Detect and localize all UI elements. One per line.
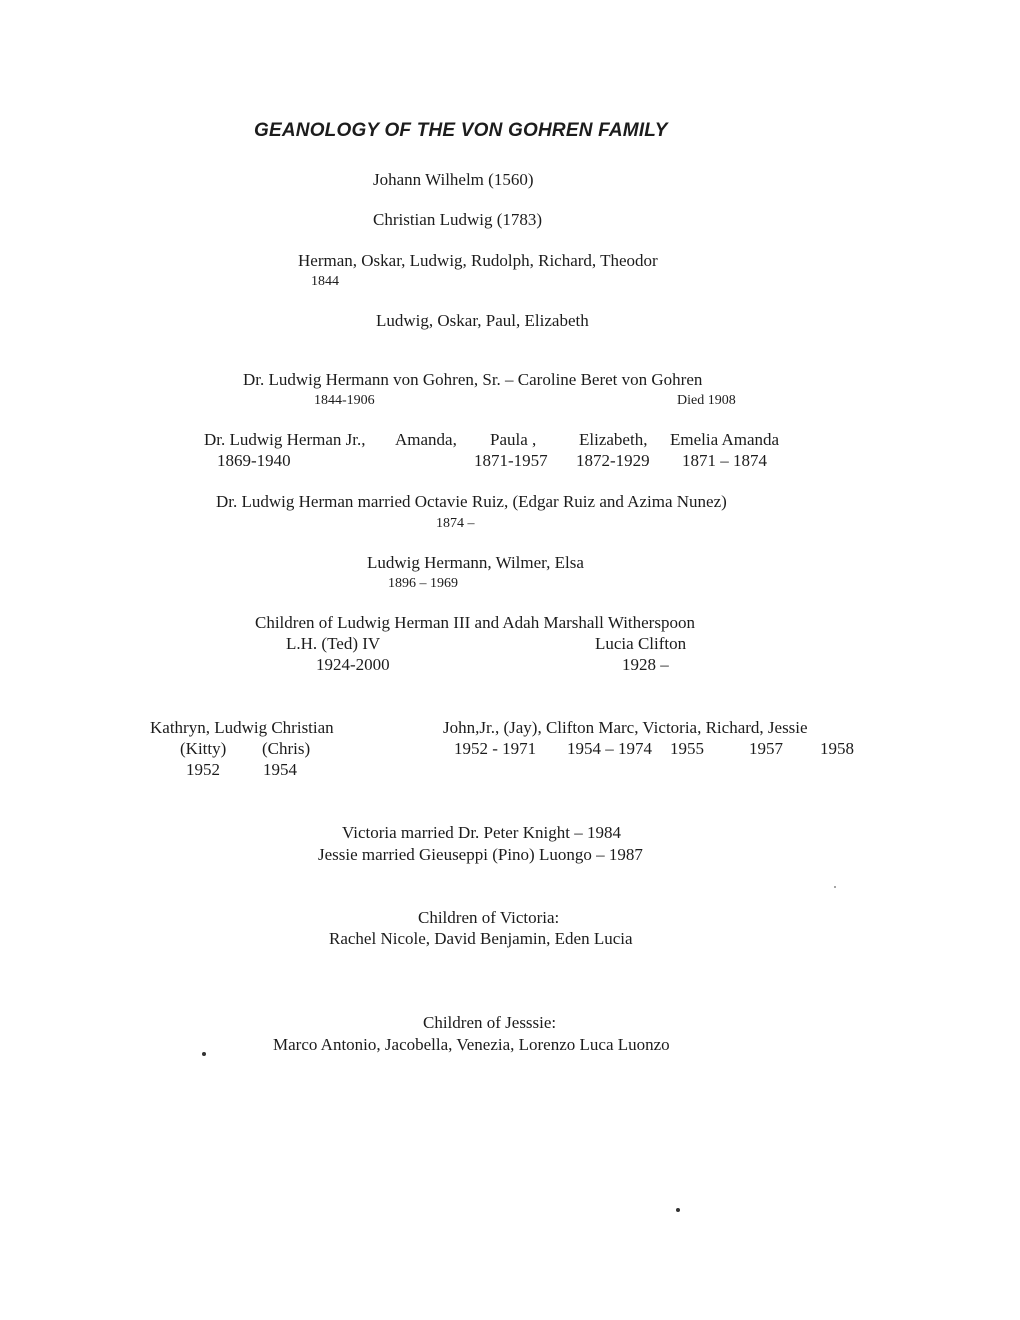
child-name: Dr. Ludwig Herman Jr., — [204, 430, 366, 449]
marriage-1-line: Dr. Ludwig Herman married Octavie Ruiz, (Edgar Ruiz and Azima Nunez) — [216, 492, 727, 511]
couple-1-his-dates: 1844-1906 — [314, 393, 375, 408]
jessie-children-heading: Children of Jesssie: — [423, 1013, 557, 1032]
children-3-heading: Children of Ludwig Herman III and Adah Marshall Witherspoon — [255, 613, 695, 632]
generation-2: Christian Ludwig (1783) — [373, 210, 543, 229]
lucia-name: Lucia Clifton — [595, 634, 687, 653]
ted-child-nickname: (Kitty) — [180, 739, 227, 758]
jessie-children-names: Marco Antonio, Jacobella, Venezia, Lorenzo Luca Luonzo — [273, 1035, 670, 1054]
couple-1-her-dates: Died 1908 — [677, 393, 736, 408]
generation-4: Ludwig, Oskar, Paul, Elizabeth — [376, 311, 589, 330]
scan-speck — [676, 1208, 680, 1212]
lucia-dates: 1928 – — [622, 655, 669, 674]
ted-dates: 1924-2000 — [316, 655, 390, 674]
lucia-child-dates: 1954 – 1974 — [567, 739, 652, 758]
lucia-child-dates: 1952 - 1971 — [454, 739, 537, 758]
scan-speck — [202, 1052, 206, 1056]
victoria-children-names: Rachel Nicole, David Benjamin, Eden Lucia — [329, 929, 633, 948]
lucia-child-dates: 1958 — [820, 739, 854, 758]
ted-child-year: 1952 — [186, 760, 220, 779]
scan-speck — [834, 886, 836, 888]
child-name: Elizabeth, — [579, 430, 648, 449]
couple-1-line: Dr. Ludwig Hermann von Gohren, Sr. – Caroline Beret von Gohren — [243, 370, 703, 389]
victoria-children-heading: Children of Victoria: — [418, 908, 560, 927]
child-dates: 1869-1940 — [217, 451, 291, 470]
document-title: GEANOLOGY OF THE VON GOHREN FAMILY — [254, 120, 668, 141]
lucia-child-dates: 1955 — [670, 739, 704, 758]
ted-child-year: 1954 — [263, 760, 297, 779]
child-dates: 1871 – 1874 — [682, 451, 767, 470]
ted-name: L.H. (Ted) IV — [286, 634, 381, 653]
child-name: Amanda, — [395, 430, 457, 449]
marriage-line: Jessie married Gieuseppi (Pino) Luongo – 1987 — [318, 845, 643, 864]
child-dates: 1871-1957 — [474, 451, 548, 470]
marriage-1-date: 1874 – — [436, 516, 475, 531]
marriage-line: Victoria married Dr. Peter Knight – 1984 — [342, 823, 621, 842]
ted-children-names: Kathryn, Ludwig Christian — [150, 718, 334, 737]
lucia-children-names: John,Jr., (Jay), Clifton Marc, Victoria, Richard, Jessie — [443, 718, 808, 737]
children-2-dates: 1896 – 1969 — [388, 576, 458, 591]
generation-3-names: Herman, Oskar, Ludwig, Rudolph, Richard, Theodor — [298, 251, 658, 270]
children-2-names: Ludwig Hermann, Wilmer, Elsa — [367, 553, 584, 572]
generation-3-year: 1844 — [311, 274, 339, 289]
child-dates: 1872-1929 — [576, 451, 650, 470]
child-name: Emelia Amanda — [670, 430, 780, 449]
generation-1: Johann Wilhelm (1560) — [373, 170, 534, 189]
ted-child-nickname: (Chris) — [262, 739, 311, 758]
lucia-child-dates: 1957 — [749, 739, 783, 758]
child-name: Paula , — [490, 430, 537, 449]
